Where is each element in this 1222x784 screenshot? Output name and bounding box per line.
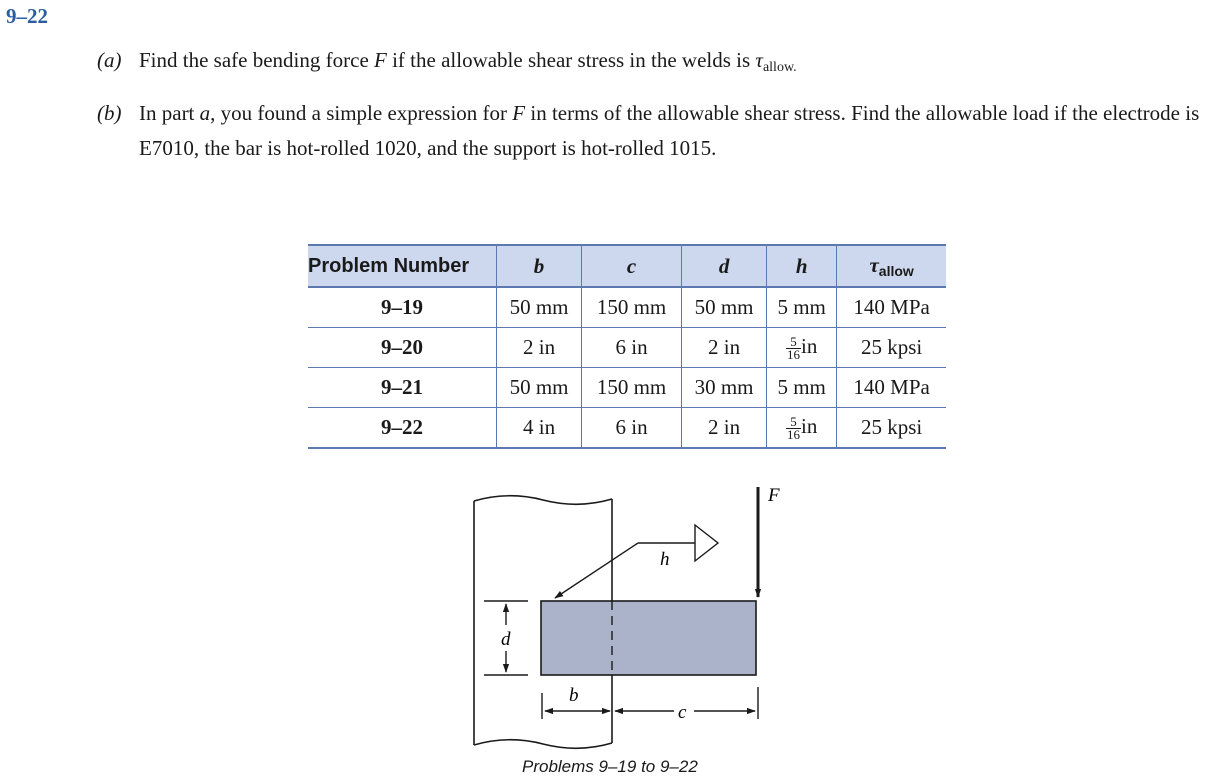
header-c: c (582, 245, 682, 287)
weld-symbol (555, 525, 718, 598)
tau-symbol: τ (755, 48, 763, 72)
header-problem-number: Problem Number (308, 245, 497, 287)
fraction-numerator: 5 (786, 336, 801, 349)
figure-caption: Problems 9–19 to 9–22 (522, 757, 698, 776)
var-f: F (374, 48, 387, 72)
table-row (308, 287, 946, 328)
cell-b: 2 in (497, 328, 582, 368)
fraction-denominator: 16 (787, 426, 800, 442)
unit: in (801, 414, 818, 439)
cell-h (767, 328, 837, 368)
problem-number: 9–22 (6, 4, 48, 28)
part-a (97, 43, 1207, 79)
table-row (308, 408, 946, 449)
unit: in (801, 334, 818, 359)
var-f: F (512, 101, 526, 125)
part-b-text-1: In part (139, 101, 200, 125)
cell-b: 50 mm (497, 287, 582, 328)
cell-problem: 9–20 (308, 328, 497, 368)
cell-b: 50 mm (497, 368, 582, 408)
table-header-row (308, 245, 946, 287)
part-a-text-2: if the allowable shear stress in the welds is (386, 48, 756, 72)
cell-d: 2 in (682, 408, 767, 449)
cell-tau: 140 MPa (837, 287, 946, 328)
cell-b: 4 in (497, 408, 582, 449)
tau-subscript: allow. (762, 60, 797, 75)
table-row (308, 368, 946, 408)
label-c: c (678, 702, 687, 723)
fraction-denominator: 16 (787, 346, 800, 362)
cell-c: 150 mm (582, 287, 682, 328)
header-tau-symbol: τ (869, 253, 879, 277)
part-b-label: (b) (97, 101, 122, 125)
table-row (308, 328, 946, 368)
fraction (786, 413, 801, 442)
cell-h: 5 mm (767, 368, 837, 408)
part-a-label: (a) (97, 48, 122, 72)
header-h: h (767, 245, 837, 287)
part-b-text-2: , you found a simple expression for (210, 101, 513, 125)
header-d: d (682, 245, 767, 287)
cell-tau: 140 MPa (837, 368, 946, 408)
cell-h: 5 mm (767, 287, 837, 328)
cell-tau: 25 kpsi (837, 408, 946, 449)
part-b (97, 96, 1207, 168)
cell-c: 150 mm (582, 368, 682, 408)
header-b: b (497, 245, 582, 287)
part-b-text-3: in terms of the allowable shear stress. Find the allowable load if the electrode is E7010, the bar is hot-rolled 1020, and the support is hot-rolled 1015. (139, 101, 1200, 160)
cell-h (767, 408, 837, 449)
cell-d: 30 mm (682, 368, 767, 408)
var-a: a (199, 101, 211, 125)
fraction (786, 333, 801, 362)
problem-data-table (308, 244, 946, 449)
weld-diagram (460, 475, 820, 755)
part-b-text (139, 96, 1207, 166)
label-b: b (569, 685, 579, 706)
part-a-text-1: Find the safe bending force (139, 48, 375, 72)
cell-c: 6 in (582, 328, 682, 368)
label-f: F (768, 485, 780, 506)
cell-problem: 9–19 (308, 287, 497, 328)
part-a-text (139, 43, 797, 85)
bar (541, 601, 756, 675)
header-tau-subscript: allow (878, 263, 914, 279)
label-d: d (501, 629, 511, 650)
cell-problem: 9–21 (308, 368, 497, 408)
cell-d: 50 mm (682, 287, 767, 328)
cell-c: 6 in (582, 408, 682, 449)
cell-d: 2 in (682, 328, 767, 368)
fraction-numerator: 5 (786, 416, 801, 429)
header-tau-allow (837, 245, 946, 287)
cell-problem: 9–22 (308, 408, 497, 449)
cell-tau: 25 kpsi (837, 328, 946, 368)
label-h: h (660, 549, 670, 570)
